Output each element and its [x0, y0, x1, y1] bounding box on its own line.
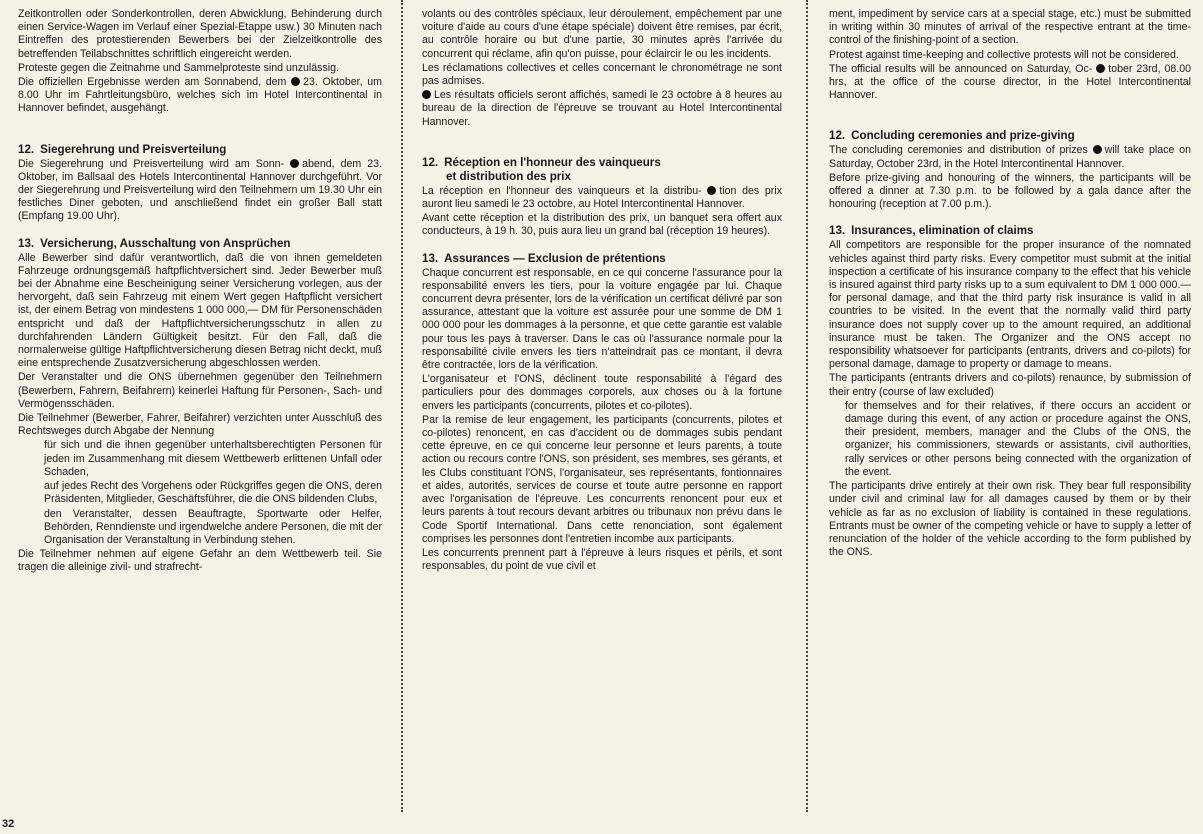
section-title: Assurances — Exclusion de prétentions — [444, 251, 666, 265]
paragraph: L'organisateur et l'ONS, déclinent toute responsabilité à l'égard des particuliers pour des dommages corporels, aux choses ou à la fortune envers les participants (concurrents, pilotes et co-pilotes). — [422, 373, 782, 412]
section-title: Concluding ceremonies and prize-giving — [851, 129, 1075, 143]
paragraph-text: 23. Oktober, um 8.00 Uhr im Fahrtleitungsbüro, welches sich im Hotel Intercontinental in Hannover befindet, ausgehängt. — [18, 76, 382, 115]
paragraph — [18, 158, 382, 224]
paragraph-text: will take place on Saturday, October 23rd, in the Hotel Intercontinental Hannover. — [829, 144, 1191, 170]
section-title: et distribution des prix — [446, 169, 571, 183]
list-item: for themselves and for their relatives, if there occurs an accident or damage during this event, of any action or procedure against the ONS, their president, members, manager and the Clubs of the ONS, the organizer, his commissioners, stewards or assistants, civil authorities, rally services or other persons being connected with the organization of the event. — [845, 399, 1191, 478]
paragraph — [829, 63, 1191, 103]
section-number: 13. — [422, 251, 439, 265]
list-item: den Veranstalter, dessen Beauftragte, Sportwarte oder Helfer, Behörden, Renndienste und irgendwelche andere Personen, die mit der Organisation der Veranstaltung in Verbindung stehen. — [44, 507, 382, 546]
paragraph: Der Veranstalter und die ONS übernehmen gegenüber den Teilnehmern (Bewerbern, Fahrern, Beifahrern) keinerlei Haftung für Personen-, Sach- und Vermögensschäden. — [18, 371, 382, 410]
paragraph-text: Die offiziellen Ergebnisse werden am Sonnabend, dem — [18, 76, 287, 89]
paragraph: volants ou des contrôles spéciaux, leur déroulement, empêchement par une voiture d'aide au cours d'une étape spéciale) doivent être remises, par écrit, au contrôle horaire ou but d'une partie, 30 minutes après l'arrivée du concurrent qui réclame, afin qu'on puisse, pour éclaircir le ou les incidents. — [422, 8, 782, 60]
paragraph — [18, 76, 382, 116]
paragraph-text: The official results will be announced on Saturday, Oc- — [829, 62, 1093, 75]
paragraph: Avant cette réception et la distribution des prix, un banquet sera offert aux conducteurs, à 19 h. 30, puis aura lieu un grand bal (réception 19 heures). — [422, 212, 782, 238]
paragraph-text: La réception en l'honneur des vainqueurs et la distribu- — [422, 184, 702, 197]
paragraph: Die Teilnehmer (Bewerber, Fahrer, Beifahrer) verzichten unter Ausschluß des Rechtsweges durch Abgabe der Nennung — [18, 412, 382, 438]
paragraph: All competitors are responsible for the proper insurance of the nomnated vehicles against third party risks. Every competitor must submit at the initial inspection a certificate of his insurance company to the effect that his vehicle is insured against third party risks up to a sum equivalent to DM 1 000 000.— for personal damage, and that the third party risk insurance is valid in all countries to be visited. In the event that the normally valid third party insurance does not supply cover up to the amount required, an additional insurance must be taken. The Organizer and the ONS accept no responsibility whatsoever for participants (entrants, drivers and co-pilots) for personal damage, damage to property or damage to means. — [829, 239, 1191, 371]
paragraph: The participants (entrants drivers and co-pilots) renaunce, by submission of their entry (course of law excluded) — [829, 372, 1191, 398]
paragraph: Par la remise de leur engagement, les participants (concurrents, pilotes et co-pilotes) renoncent, en cas d'accident ou de dommages subis pendant cette épreuve, en ce qui concerne leur personne et leurs parents, à toute action ou recours contre l'ONS, son président, ses membres, ses gérants, et les Clubs constituant l'ONS, l'organisateur, ses représentants, fontionnaires et aides, autorités, services de course et toute autre personne en rapport avec l'organisation de l'épreuve. Les concurrents renoncent pour eux et leurs parents à tout recours devant arbitres ou tribunaux non prévu dans le Code Sportif International. Dans cette renonciation, sont également comprises les personnes dont l'entretien incombe aux participants. — [422, 413, 782, 545]
paragraph-text: tion des prix auront lieu samedi le 23 octobre, au Hotel Intercontinental Hannover. — [422, 184, 782, 211]
paragraph-text: tober 23rd, 08.00 hrs, at the office of the course director, in the Hotel Intercontinental Hannover. — [829, 62, 1191, 102]
paragraph: Die Teilnehmer nehmen auf eigene Gefahr an dem Wettbewerb teil. Sie tragen die alleinige zivil- und strafrecht- — [18, 548, 382, 574]
bullet-icon — [290, 159, 299, 168]
section-heading-12 — [829, 129, 1191, 143]
bullet-icon — [1096, 64, 1105, 73]
paragraph-text: The concluding ceremonies and distribution of prizes — [829, 144, 1088, 157]
list-item: auf jedes Recht des Vorgehens oder Rückgriffes gegen die ONS, deren Präsidenten, Mitglieder, Geschäftsführer, die die ONS bildenden Clubs, — [44, 480, 382, 506]
page-number: 32 — [2, 818, 15, 830]
paragraph — [829, 144, 1191, 170]
paragraph: The participants drive entirely at their own risk. They bear full responsibility under civil and criminal law for all damages caused by them or by their vehicle as far as no exclusion of liability is contained in these regulations. Entrants must be owner of the competing vehicle or have to supply a letter of renunciation of the holder of the vehicle according to the form published by the ONS. — [829, 480, 1191, 559]
section-heading-13 — [829, 224, 1191, 238]
bullet-icon — [422, 90, 431, 99]
column-divider — [401, 0, 403, 812]
section-title: Siegerehrung und Preisverteilung — [40, 142, 227, 156]
column-divider — [806, 0, 808, 812]
section-title: Versicherung, Ausschaltung von Ansprüchen — [40, 236, 291, 250]
section-heading-13 — [422, 252, 782, 266]
paragraph: Zeitkontrollen oder Sonderkontrollen, deren Abwicklung, Behinderung durch einen Service-Wagen im Verlauf einer Spezial-Etappe usw.) 30 Minuten nach Eintreffen des protestierenden Bewerbers bei der Zielzeitkontrolle des betreffenden Teilabschnittes schriftlich eingereicht werden. — [18, 8, 382, 60]
section-heading-12 — [422, 156, 782, 184]
bullet-icon — [707, 186, 716, 195]
section-title: Insurances, elimination of claims — [851, 224, 1034, 238]
section-heading-13 — [18, 237, 382, 251]
section-number: 13. — [829, 224, 846, 238]
section-number: 12. — [829, 129, 846, 143]
section-number: 12. — [422, 155, 439, 169]
paragraph: Les réclamations collectives et celles concernant le chronométrage ne sont pas admises. — [422, 61, 782, 88]
section-number: 13. — [18, 236, 35, 250]
paragraph-text: Die Siegerehrung und Preisverteilung wird am Sonn- — [18, 157, 285, 170]
paragraph: ment, impediment by service cars at a special stage, etc.) must be submitted in writing within 30 minutes of arrival of the respective entrant at the time-control of the finishing-point of a section. — [829, 8, 1191, 47]
section-number: 12. — [18, 142, 35, 156]
paragraph: Alle Bewerber sind dafür verantwortlich, daß die von ihnen gemeldeten Fahrzeuge ordnungsgemäß haftpflichtversichert sind. Jeder Bewerber muß bei der Abnahme eine Bescheinigung seiner Versicherung vorlegen, aus der hervorgeht, daß sein Fahrzeug mit einem Wert gegen Haftpflicht versichert ist, der einem Betrag von mindestens 1 000 000,— DM für Personenschäden entspricht und daß der Haftpflichtversicherungsschutz in allen zu durchfahrenden Ländern Gültigkeit besitzt. Für den Fall, daß die normalerweise gültige Haftpflichtversicherung diesen Betrag nicht deckt, muß eine entsprechende Zusatzversicherung abgeschlossen werden. — [18, 251, 382, 370]
column-german — [18, 8, 382, 576]
section-title: Réception en l'honneur des vainqueurs — [444, 155, 661, 169]
paragraph: Les concurrents prennent part à l'épreuve à leurs risques et périls, et sont responsables, du point de vue civil et — [422, 546, 782, 573]
list-item: für sich und die ihnen gegenüber unterhaltsberechtigten Personen für jeden im Zusammenhang mit diesem Wettbewerb erlittenen Unfall oder Schaden, — [44, 439, 382, 478]
bullet-icon — [291, 77, 300, 86]
paragraph: Protest against time-keeping and collective protests will not be considered. — [829, 48, 1179, 61]
paragraph-text: abend, dem 23. Oktober, im Ballsaal des Hotels Intercontinental Hannover durchgeführt. Vor der Siegerehrung und Preisverteilung wird den Teilnehmern um 19.30 Uhr ein festliches Diner geboten, und anschließend findet ein großer Ball statt (Empfang 19.00 Uhr). — [18, 157, 383, 223]
paragraph — [422, 89, 782, 129]
paragraph: Before prize-giving and honouring of the winners, the participants will be offered a dinner at 7.30 p.m. to be followed by a gala dance after the honouring (reception at 7.00 p.m.). — [829, 171, 1191, 211]
paragraph — [422, 185, 782, 211]
paragraph: Chaque concurrent est responsable, en ce qui concerne l'assurance pour la responsabilité envers les tiers, pour la voiture engagée par lui. Chaque concurrent devra présenter, lors de la vérification un certificat délivré par son assurance, attestant que la voiture est assurée pour une somme de DM 1 000 000 pour les dommages à la personne, et que cette garantie est valable pour tous les pays à traverser. Dans le cas où l'assurance normale pour la responsabilité civile envers les tiers n'atteindrait pas ce montant, il devra être contractée, lors de la vérification. — [422, 266, 782, 372]
column-english — [829, 8, 1191, 560]
bullet-icon — [1093, 145, 1102, 154]
column-french — [422, 8, 782, 574]
paragraph: Proteste gegen die Zeitnahme und Sammelproteste sind unzulässig. — [18, 61, 339, 74]
section-heading-12 — [18, 143, 382, 157]
paragraph-text: Les résultats officiels seront affichés, samedi le 23 octobre à 8 heures au bureau de la direction de l'épreuve se trouvant au Hotel Intercontinental Hannover. — [422, 89, 782, 128]
